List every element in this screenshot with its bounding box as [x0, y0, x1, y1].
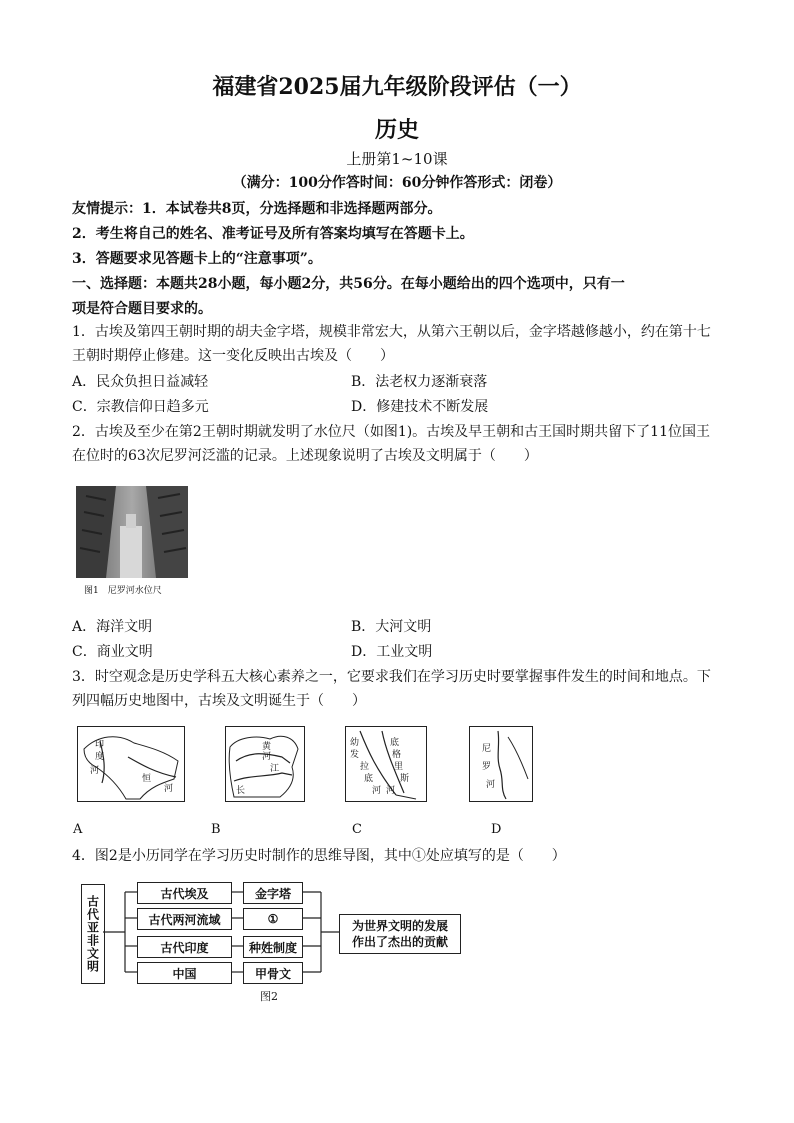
item-oracle-box	[243, 962, 303, 984]
q1-option-a: A．民众负担日益减轻	[72, 374, 209, 390]
map-d-nile	[469, 726, 533, 802]
map-c-label-2: 发	[350, 750, 360, 760]
conclusion-line1: 为世界文明的发展	[351, 919, 448, 933]
map-d-letter: D	[491, 822, 502, 837]
tip-3: 3．答题要求见答题卡上的“注意事项”。	[72, 251, 322, 267]
item-caste-box	[243, 936, 303, 958]
map-c-label-10: 河	[386, 786, 396, 796]
map-c-label-4: 底	[364, 774, 374, 784]
map-d-label-1: 尼	[482, 744, 492, 754]
map-d-label-3: 河	[486, 780, 496, 790]
tip-1: 友情提示：1．本试卷共8页，分选择题和非选择题两部分。	[72, 201, 442, 217]
section-heading-line1: 一、选择题：本题共28小题，每小题2分，共56分。在每小题给出的四个选项中，只有一	[72, 276, 625, 292]
item-oracle-text: 甲骨文	[254, 966, 291, 981]
nile-nilometer-photo	[76, 486, 188, 578]
q2-option-d: D．工业文明	[351, 644, 433, 660]
map-d-label-2: 罗	[482, 762, 492, 772]
exam-title: 福建省2025届九年级阶段评估（一）	[212, 74, 582, 100]
map-b-label-3: 长	[236, 786, 246, 796]
map-c-label-7: 格	[392, 750, 402, 760]
scope-text: 上册第1~10课	[346, 150, 448, 168]
q3-stem-line1: 3．时空观念是历史学科五大核心素养之一，它要求我们在学习历史时要掌握事件发生的时间和地点。下	[72, 669, 711, 685]
civ-china-text: 中国	[172, 966, 197, 981]
map-a-label-3: 河	[90, 766, 100, 776]
map-c-label-5: 河	[372, 786, 382, 796]
mindmap-root-text: 古代亚非文明	[85, 895, 100, 973]
q1-option-c: C．宗教信仰日趋多元	[72, 399, 209, 415]
map-c-letter: C	[352, 822, 362, 837]
map-b-label-4: 江	[270, 764, 280, 774]
q1-stem-line2: 王朝时期停止修建。这一变化反映出古埃及（ ）	[72, 348, 394, 364]
civ-egypt-box	[137, 882, 232, 904]
subject-title: 历史	[374, 117, 419, 143]
map-c-label-9: 斯	[400, 774, 410, 784]
q2-option-a: A．海洋文明	[72, 619, 153, 635]
map-a-label-1: 印	[95, 740, 105, 750]
figure-1-caption: 图1 尼罗河水位尺	[84, 586, 162, 596]
civ-mesopotamia-text: 古代两河流域	[148, 912, 221, 927]
civ-egypt-text: 古代埃及	[160, 886, 209, 901]
q2-option-c: C．商业文明	[72, 644, 153, 660]
q1-option-d: D．修建技术不断发展	[351, 399, 489, 415]
civ-mesopotamia-box	[137, 908, 232, 930]
map-b-china	[225, 726, 305, 802]
map-c-label-6: 底	[390, 738, 400, 748]
civ-india-text: 古代印度	[160, 940, 209, 955]
map-c-label-1: 幼	[350, 738, 360, 748]
conclusion-line2: 作出了杰出的贡献	[351, 935, 448, 949]
q1-option-b: B．法老权力逐渐衰落	[351, 374, 488, 390]
item-caste-text: 种姓制度	[248, 940, 297, 955]
item-blank-text: ①	[267, 912, 279, 926]
map-c-mesopotamia	[345, 726, 427, 802]
item-pyramid-text: 金字塔	[254, 886, 291, 901]
q2-option-b: B．大河文明	[351, 619, 432, 635]
map-b-label-1: 黄	[262, 742, 272, 752]
section-heading-line2: 项是符合题目要求的。	[72, 301, 212, 317]
q1-stem-line1: 1．古埃及第四王朝时期的胡夫金字塔，规模非常宏大，从第六王朝以后，金字塔越修越小，约在第十七	[72, 324, 711, 340]
figure-2-caption: 图2	[260, 990, 278, 1003]
map-c-label-3: 拉	[360, 762, 370, 772]
civ-china-box	[137, 962, 232, 984]
item-pyramid-box	[243, 882, 303, 904]
map-a-label-2: 度	[95, 752, 105, 762]
q4-stem: 4．图2是小历同学在学习历史时制作的思维导图，其中①处应填写的是（ ）	[72, 848, 566, 864]
conclusion-box	[339, 914, 461, 954]
civ-india-box	[137, 936, 232, 958]
map-b-letter: B	[211, 822, 221, 837]
item-blank-box	[243, 908, 303, 930]
q2-stem-line2: 在位时的63次尼罗河泛滥的记录。上述现象说明了古埃及文明属于（ ）	[72, 448, 538, 464]
tip-2: 2．考生将自己的姓名、准考证号及所有答案均填写在答题卡上。	[72, 226, 474, 242]
exam-info: （满分：100分作答时间：60分钟作答形式：闭卷）	[232, 175, 562, 191]
map-a-letter: A	[73, 822, 83, 837]
map-a-india	[77, 726, 185, 802]
mindmap-root	[81, 884, 105, 984]
q3-stem-line2: 列四幅历史地图中，古埃及文明诞生于（ ）	[72, 693, 366, 709]
map-a-label-4: 恒	[142, 774, 152, 784]
map-b-label-2: 河	[262, 752, 272, 762]
q2-stem-line1: 2．古埃及至少在第2王朝时期就发明了水位尺（如图1)。古埃及早王朝和古王国时期共留下了11位国王	[72, 424, 710, 440]
map-a-label-5: 河	[164, 784, 174, 794]
map-c-label-8: 里	[394, 762, 404, 772]
